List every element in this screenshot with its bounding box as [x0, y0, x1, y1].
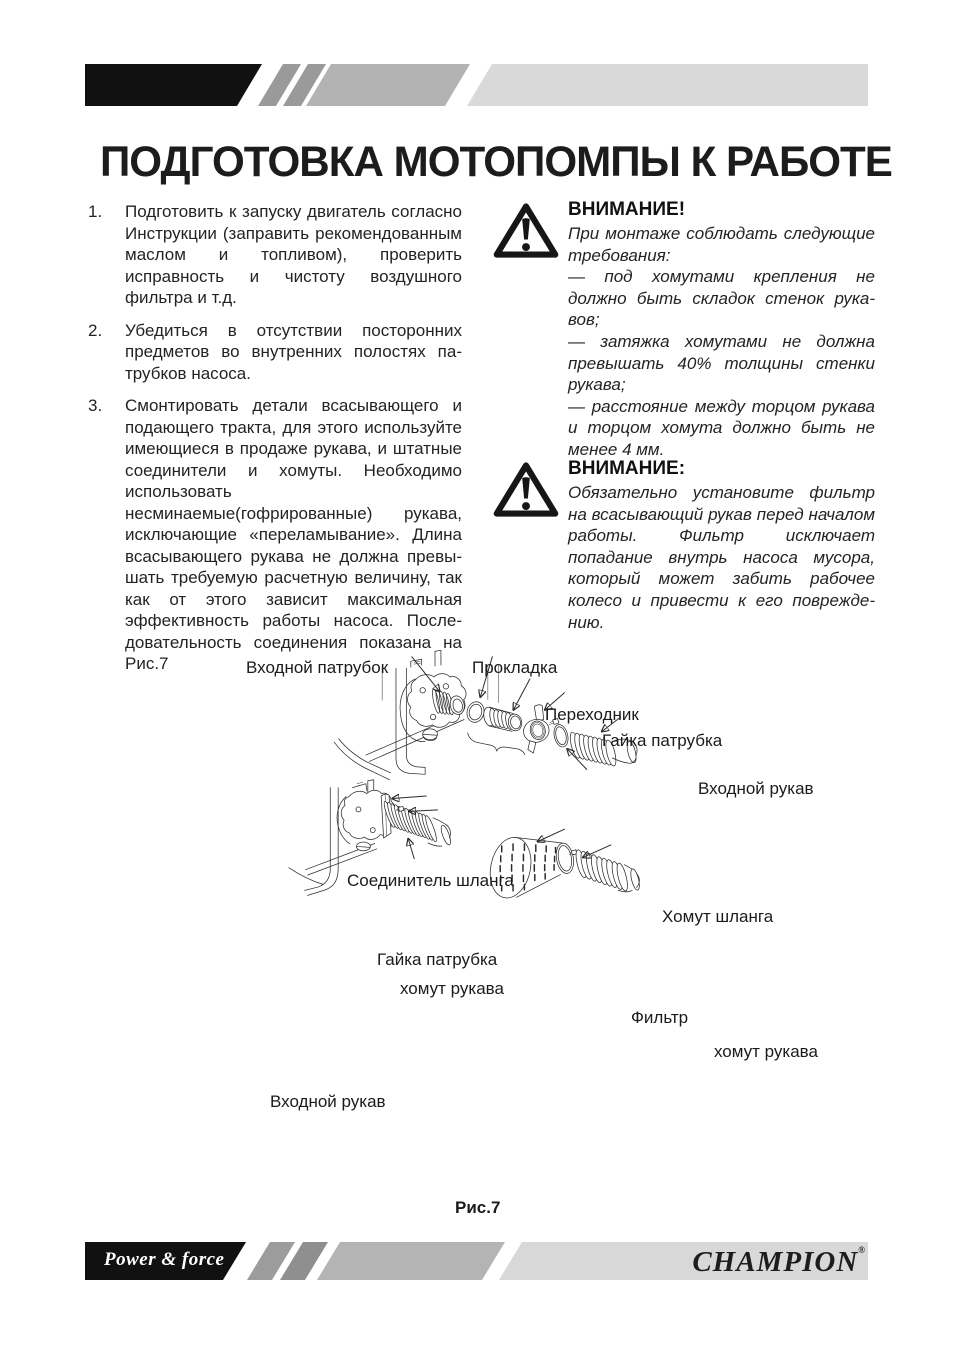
warning-heading: ВНИМАНИЕ: [568, 458, 686, 479]
step-number: 3. [88, 396, 103, 415]
figure-caption: Рис.7 [455, 1198, 501, 1217]
label-hose-connector: Соединитель шланга [347, 871, 514, 890]
label-adapter: Переходник [545, 705, 639, 724]
label-sleeve-clamp-2: хомут рукава [400, 979, 504, 998]
label-sleeve-clamp-3: хомут рукава [714, 1042, 818, 1061]
label-gasket: Прокладка [472, 658, 558, 677]
label-filter: Фильтр [631, 1008, 689, 1027]
brand-power-force: Power & force [104, 1249, 225, 1270]
steps-list [88, 201, 462, 686]
step-item-1 [88, 201, 462, 309]
header-band [0, 64, 954, 106]
warning-text: — под хомутами крепления не должно быть складок стенок рукавов; [568, 267, 875, 330]
warning-heading: ВНИМАНИЕ! [568, 199, 686, 220]
label-inlet-hose: Входной рукав [698, 779, 814, 798]
step-text: Смонтировать детали всасывающего и подающего тракта, для этого используйте имеющиеся в продаже рукава, и штатные соединители и хомуты. Необходимо использовать несминаемые(гофрированные) рукава, исключающие «переламывание». Длина всасывающего рукава не должна превышать требуемую расчетную величину, так как от этого зависит максимальная эффективность работы насоса. Последовательность соединения показана на Рис.7 [125, 396, 462, 673]
warning-triangle-icon [493, 460, 559, 520]
step-item-2 [88, 320, 462, 385]
warning-text: Обязательно установите фильтр на всасывающий рукав перед началом работы. Фильтр исключает попадание внутрь насоса мусора, который может забить рабочее колесо и привести к его повреждению. [568, 483, 875, 632]
brand-champion-text: CHAMPION [692, 1246, 859, 1278]
warning-block-2 [493, 458, 875, 633]
label-inlet-hose-2: Входной рукав [270, 1092, 386, 1111]
brand-champion-logo [640, 1245, 865, 1279]
page-number: 10 [37, 70, 64, 95]
step-number: 1. [88, 202, 103, 221]
warning-block-1 [493, 199, 875, 461]
step-number: 2. [88, 320, 103, 340]
header-band-graphic [0, 64, 954, 106]
registered-mark: ® [858, 1245, 865, 1255]
warning-text: — расстояние между торцом рукава и торцом хомута должно быть не менее 4 мм. [568, 396, 875, 459]
label-port-nut: Гайка патрубка [602, 731, 723, 750]
warning-text: При монтаже соблюдать следующие требования: [568, 224, 875, 265]
label-port-nut-2: Гайка патрубка [377, 950, 498, 969]
warning-triangle-icon [493, 201, 559, 261]
step-text: Убедиться в отсутствии посторонних предметов во внутренних полостях патрубков насоса. [125, 320, 462, 383]
label-inlet-port: Входной патрубок [246, 658, 389, 677]
step-item-3 [88, 395, 462, 675]
label-hose-clamp: Хомут шланга [662, 907, 774, 926]
warning-text: — затяжка хомутами не должна превышать 40% толщины стенки рукава; [568, 331, 875, 395]
figure-line-art [0, 635, 954, 1255]
step-text: Подготовить к запуску двигатель согласно Инструкции (заправить рекомендованным маслом и топливом), проверить исправность и чистоту воздушного фильтра и т.д. [125, 202, 462, 307]
page-title: ПОДГОТОВКА МОТОПОМПЫ К РАБОТЕ [100, 138, 892, 186]
